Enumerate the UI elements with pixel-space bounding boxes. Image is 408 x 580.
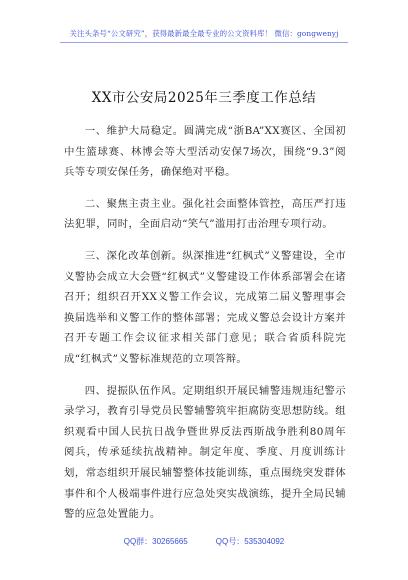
footer-qq-group: QQ群：30265665	[123, 537, 188, 546]
paragraph-3: 三、深化改革创新。纵深推进“红枫式”义警建设，全市义警协会成立大会暨“红枫式”义警建设工作体系部署会在诸召开；组织召开XX义警工作会议，完成第二届义警理事会换届选举和义警工作的整体部署；完成义警总会设计方案并召开专题工作会议征求相关部门意见；联合省质科院完成“红枫式”义警标准规范的立项答辩。	[64, 249, 346, 365]
header-notice: 关注头条号“公文研究”，获得最新最全最专业的公文资料库！ 微信：gongwenyj	[69, 29, 339, 38]
paragraph-4: 四、提振队伍作风。定期组织开展民辅警违规违纪警示录学习，教育引导党员民警辅警筑牢拒腐防变思想防线。组织观看中国人民抗日战争暨世界反法西斯战争胜利80周年阅兵，传承延续抗战精神。制定年度、季度、月度训练计划，常态组织开展民辅警整体技能训练，重点围绕突发群体事件和个人极端事件进行应急处突实战演练，提升全局民辅警的应急处置能力。	[64, 384, 346, 521]
page-header	[0, 0, 408, 50]
paragraph-1: 一、维护大局稳定。圆满完成“浙BA”XX赛区、全国初中生篮球赛、林博会等大型活动安保7场次，围绕“9.3”阅兵等专项安保任务，确保绝对平稳。	[64, 125, 346, 179]
footer-qq: QQ号：535304092	[215, 537, 285, 546]
document-body	[64, 121, 346, 536]
document-title: XX市公安局2025年三季度工作总结	[91, 90, 317, 106]
paragraph-2: 二、聚焦主责主业。强化社会面整体管控，高压严打违法犯罪，同时，全面启动“笑气”滥用打击治理专项行动。	[64, 197, 346, 231]
header-divider	[60, 42, 348, 43]
page-footer	[0, 536, 408, 547]
